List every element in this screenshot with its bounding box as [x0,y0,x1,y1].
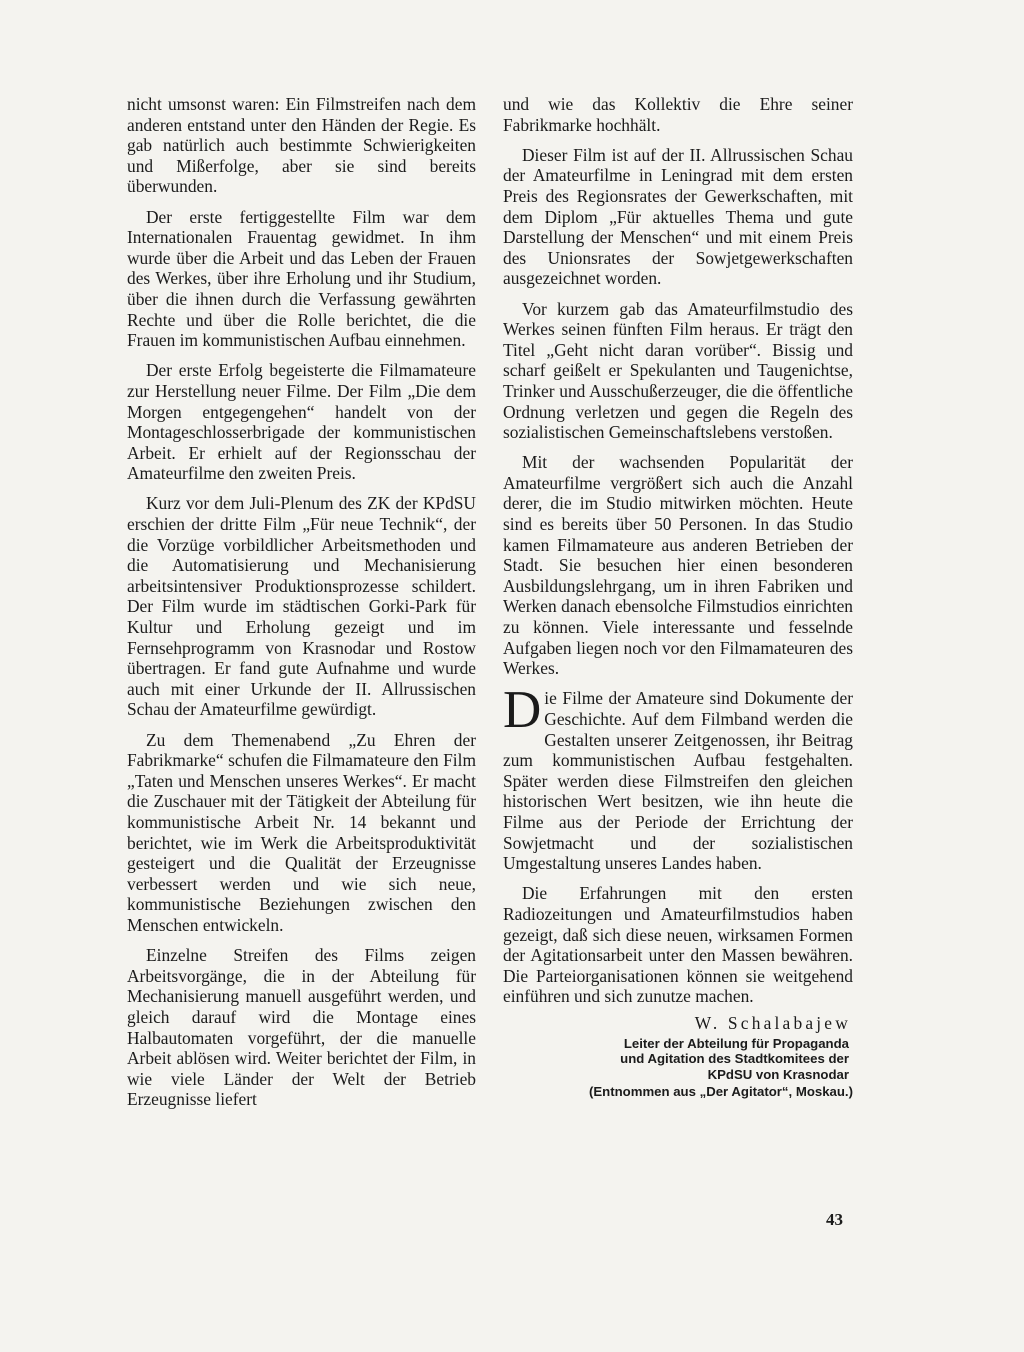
dropcap-paragraph [503,681,853,874]
paragraph-text: ie Filme der Amateure sind Dokumente der Geschichte. Auf dem Filmband werden die Gestalten unserer Zeitgenossen, ihr Beitrag zum kommunistischen Aufbau festgehalten. Später werden diese Filmstreifen den gleichen historischen Wert besitzen, wie ihn heute die Filme aus der Periode der Errichtung der Sowjetmacht und der sozialistischen Umgestaltung unseres Landes haben. [503,688,853,874]
left-column [127,94,476,1119]
paragraph: Mit der wachsenden Popularität der Amateurfilme vergrößert sich auch die Anzahl derer, die im Studio mitwirken möchten. Heute sind es bereits über 50 Personen. In das Studio kamen Filmamateure aus anderen Betrieben der Stadt. Sie besuchen hier einen besonderen Ausbildungslehrgang, um in ihren Fabriken und Werken danach ebensolche Filmstudios einrichten zu können. Viele interessante und fesselnde Aufgaben liegen noch vor den Filmamateuren des Werkes. [503,452,853,679]
paragraph: und wie das Kollektiv die Ehre seiner Fabrikmarke hochhält. [503,94,853,135]
author-name: W. Schalabajew [694,1012,851,1033]
paragraph: Kurz vor dem Juli-Plenum des ZK der KPdSU erschien der dritte Film „Für neue Technik“, der die Vorzüge vorbildlicher Arbeitsmethoden und die Automatisierung und Mechanisierung arbeitsintensiver Produktionsprozesse schildert. Der Film wurde im städtischen Gorki-Park für Kultur und Erholung gezeigt und im Fernsehprogramm von Krasnodar und Rostow übertragen. Er fand gute Aufnahme und wurde auch mit einer Urkunde der II. Allrussischen Schau der Amateurfilme gewürdigt. [127,493,476,720]
paragraph: Vor kurzem gab das Amateurfilmstudio des Werkes seinen fünften Film heraus. Er trägt den Titel „Geht nicht daran vorüber“. Bissig und scharf geißelt er Spekulanten und Taugenichtse, Trinker und Ausschußerzeuger, die die öffentliche Ordnung verletzen und gegen die Regeln des sozialistischen Gemeinschaftslebens verstoßen. [503,298,853,443]
paragraph: Zu dem Themenabend „Zu Ehren der Fabrikmarke“ schufen die Filmamateure den Film „Taten und Menschen unseres Werkes“. Er macht die Zuschauer mit der Tätigkeit der Abteilung für kommunistische Arbeit Nr. 14 bekannt und berichtet, wie im Werk die Arbeitsproduktivität gesteigert und die Qualität der Erzeugnisse verbessert werden und wie sich neue, kommunistische Beziehungen zwischen den Menschen entwickeln. [127,729,476,935]
paragraph: Einzelne Streifen des Films zeigen Arbeitsvorgänge, die in der Abteilung für Mechanisierung manuell ausgeführt werden, und gleich darauf wird die Montage eines Halbautomaten vorgeführt, der die manuelle Arbeit ablösen wird. Weiter berichtet der Film, in wie viele Länder der Welt der Betrieb Erzeugnisse liefert [127,945,476,1110]
source-note: (Entnommen aus „Der Agitator“, Moskau.) [588,1083,853,1099]
right-column [503,94,853,1099]
paragraph: Die Erfahrungen mit den ersten Radiozeitungen und Amateurfilmstudios haben gezeigt, daß sich diese neuen, wirksamen Formen der Agitationsarbeit unter den Massen bewähren. Die Parteiorganisationen können sie weitgehend einführen und sich zunutze machen. [503,883,853,1007]
author-role-line: KPdSU von Krasnodar [707,1066,849,1082]
paragraph: Der erste fertiggestellte Film war dem Internationalen Frauentag gewidmet. In ihm wurde über die Arbeit und das Leben der Frauen des Werkes, über ihre Erholung und ihr Studium, über die ihnen durch die Verfassung gewährten Rechte und über die Rolle berichtet, die die Frauen im kommunistischen Aufbau einnehmen. [127,206,476,351]
paragraph: nicht umsonst waren: Ein Filmstreifen nach dem anderen entstand unter den Händen der Regie. Es gab natürlich auch bestimmte Schwierigkeiten und Mißerfolge, aber sie sind bereits überwunden. [127,94,476,197]
paragraph: Der erste Erfolg begeisterte die Filmamateure zur Herstellung neuer Filme. Der Film „Die dem Morgen entgegengehen“ handelt von der Montageschlosserbrigade der kommunistischen Arbeit. Er erhielt auf der Regionsschau der Amateurfilme den zweiten Preis. [127,360,476,484]
author-role-line: Leiter der Abteilung für Propaganda [623,1036,849,1052]
drop-cap-letter: D [503,681,542,740]
signature-block [503,1013,853,1099]
page-number: 43 [826,1210,843,1229]
author-role-line: und Agitation des Stadtkomitees der [620,1051,849,1067]
paragraph: Dieser Film ist auf der II. Allrussischen Schau der Amateurfilme in Leningrad mit dem ersten Preis des Regionsrates der Gewerkschaften, mit dem Diplom „Für aktuelles Thema und gute Darstellung der Menschen“ und mit einem Preis des Unionsrates der Sowjetgewerkschaften ausgezeichnet worden. [503,144,853,289]
